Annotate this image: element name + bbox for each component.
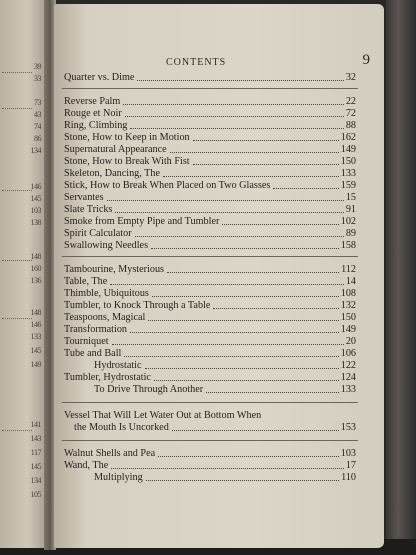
toc-entry: Tube and Ball 106 xyxy=(64,348,356,359)
toc-entry: Reverse Palm 22 xyxy=(64,96,356,107)
toc-subentry: Multiplying 110 xyxy=(94,472,356,483)
left-page-dot-leader xyxy=(2,190,32,191)
toc-entry: Quarter vs. Dime 32 xyxy=(64,72,356,83)
left-page-dot-leader xyxy=(2,430,32,431)
toc-entry: Slate Tricks 91 xyxy=(64,204,356,215)
toc-entry: Vessel That Will Let Water Out at Bottom When xyxy=(64,410,262,421)
left-page-dot-leader xyxy=(2,318,32,319)
left-page-mark: 73 xyxy=(34,98,41,107)
left-page-mark: 117 xyxy=(30,448,41,457)
left-page-mark: 148 xyxy=(30,308,41,317)
toc-entry: Table, The 14 xyxy=(64,276,356,287)
toc-entry: Stick, How to Break When Placed on Two Glasses 159 xyxy=(64,180,356,191)
toc-entry: Smoke from Empty Pipe and Tumbler 102 xyxy=(64,216,356,227)
section-rule xyxy=(62,402,358,403)
left-page-mark: 145 xyxy=(30,194,41,203)
toc-entry: Tumbler, Hydrostatic 124 xyxy=(64,372,356,383)
toc-entry: Skeleton, Dancing, The 133 xyxy=(64,168,356,179)
toc-subentry: To Drive Through Another 133 xyxy=(94,384,356,395)
toc-entry: Tourniquet 20 xyxy=(64,336,356,347)
left-page-mark: 141 xyxy=(30,420,41,429)
toc-entry: Tumbler, to Knock Through a Table 132 xyxy=(64,300,356,311)
toc-entry: Stone, How to Keep in Motion 162 xyxy=(64,132,356,143)
background-right xyxy=(386,0,416,555)
left-page-mark: 133 xyxy=(30,332,41,341)
book-page xyxy=(54,4,384,548)
toc-entry: Supernatural Appearance 149 xyxy=(64,144,356,155)
toc-entry: Swallowing Needles 158 xyxy=(64,240,356,251)
toc-entry: Ring, Climbing 88 xyxy=(64,120,356,131)
left-page-mark: 136 xyxy=(30,276,41,285)
section-rule xyxy=(62,88,358,89)
toc-entry: Servantes 15 xyxy=(64,192,356,203)
left-page-mark: 43 xyxy=(34,110,41,119)
left-page-dot-leader xyxy=(2,72,32,73)
toc-entry: Transformation 149 xyxy=(64,324,356,335)
left-page-mark: 160 xyxy=(30,264,41,273)
toc-entry: Teaspoons, Magical 150 xyxy=(64,312,356,323)
left-page-mark: 74 xyxy=(34,122,41,131)
toc-entry: Stone, How to Break With Fist 150 xyxy=(64,156,356,167)
left-page-mark: 39 xyxy=(34,62,41,71)
contents-title: CONTENTS xyxy=(166,57,227,68)
toc-subentry: Hydrostatic 122 xyxy=(94,360,356,371)
left-page-mark: 145 xyxy=(30,346,41,355)
left-page-mark: 143 xyxy=(30,434,41,443)
left-page-mark: 103 xyxy=(30,206,41,215)
left-page-mark: 86 xyxy=(34,134,41,143)
left-page-mark: 146 xyxy=(30,182,41,191)
left-page-dot-leader xyxy=(2,108,32,109)
page-header xyxy=(54,54,384,72)
left-page-edge xyxy=(0,0,50,548)
left-page-mark: 33 xyxy=(34,74,41,83)
left-page-mark: 145 xyxy=(30,462,41,471)
section-rule xyxy=(62,440,358,441)
toc-entry: Spirit Calculator 89 xyxy=(64,228,356,239)
left-page-mark: 134 xyxy=(30,476,41,485)
page-number: 9 xyxy=(362,52,370,68)
left-page-mark: 105 xyxy=(30,490,41,499)
toc-entry: Rouge et Noir 72 xyxy=(64,108,356,119)
left-page-dot-leader xyxy=(2,260,32,261)
left-page-mark: 138 xyxy=(30,218,41,227)
left-page-mark: 146 xyxy=(30,320,41,329)
toc-entry: Walnut Shells and Pea 103 xyxy=(64,448,356,459)
left-page-mark: 134 xyxy=(30,146,41,155)
left-page-mark: 149 xyxy=(30,360,41,369)
toc-entry: Wand, The 17 xyxy=(64,460,356,471)
left-page-mark: 148 xyxy=(30,252,41,261)
section-rule xyxy=(62,256,358,257)
toc-entry-continuation: the Mouth Is Uncorked 153 xyxy=(74,422,356,433)
toc-entry: Tambourine, Mysterious 112 xyxy=(64,264,356,275)
toc-entry: Thimble, Ubiquitous 108 xyxy=(64,288,356,299)
